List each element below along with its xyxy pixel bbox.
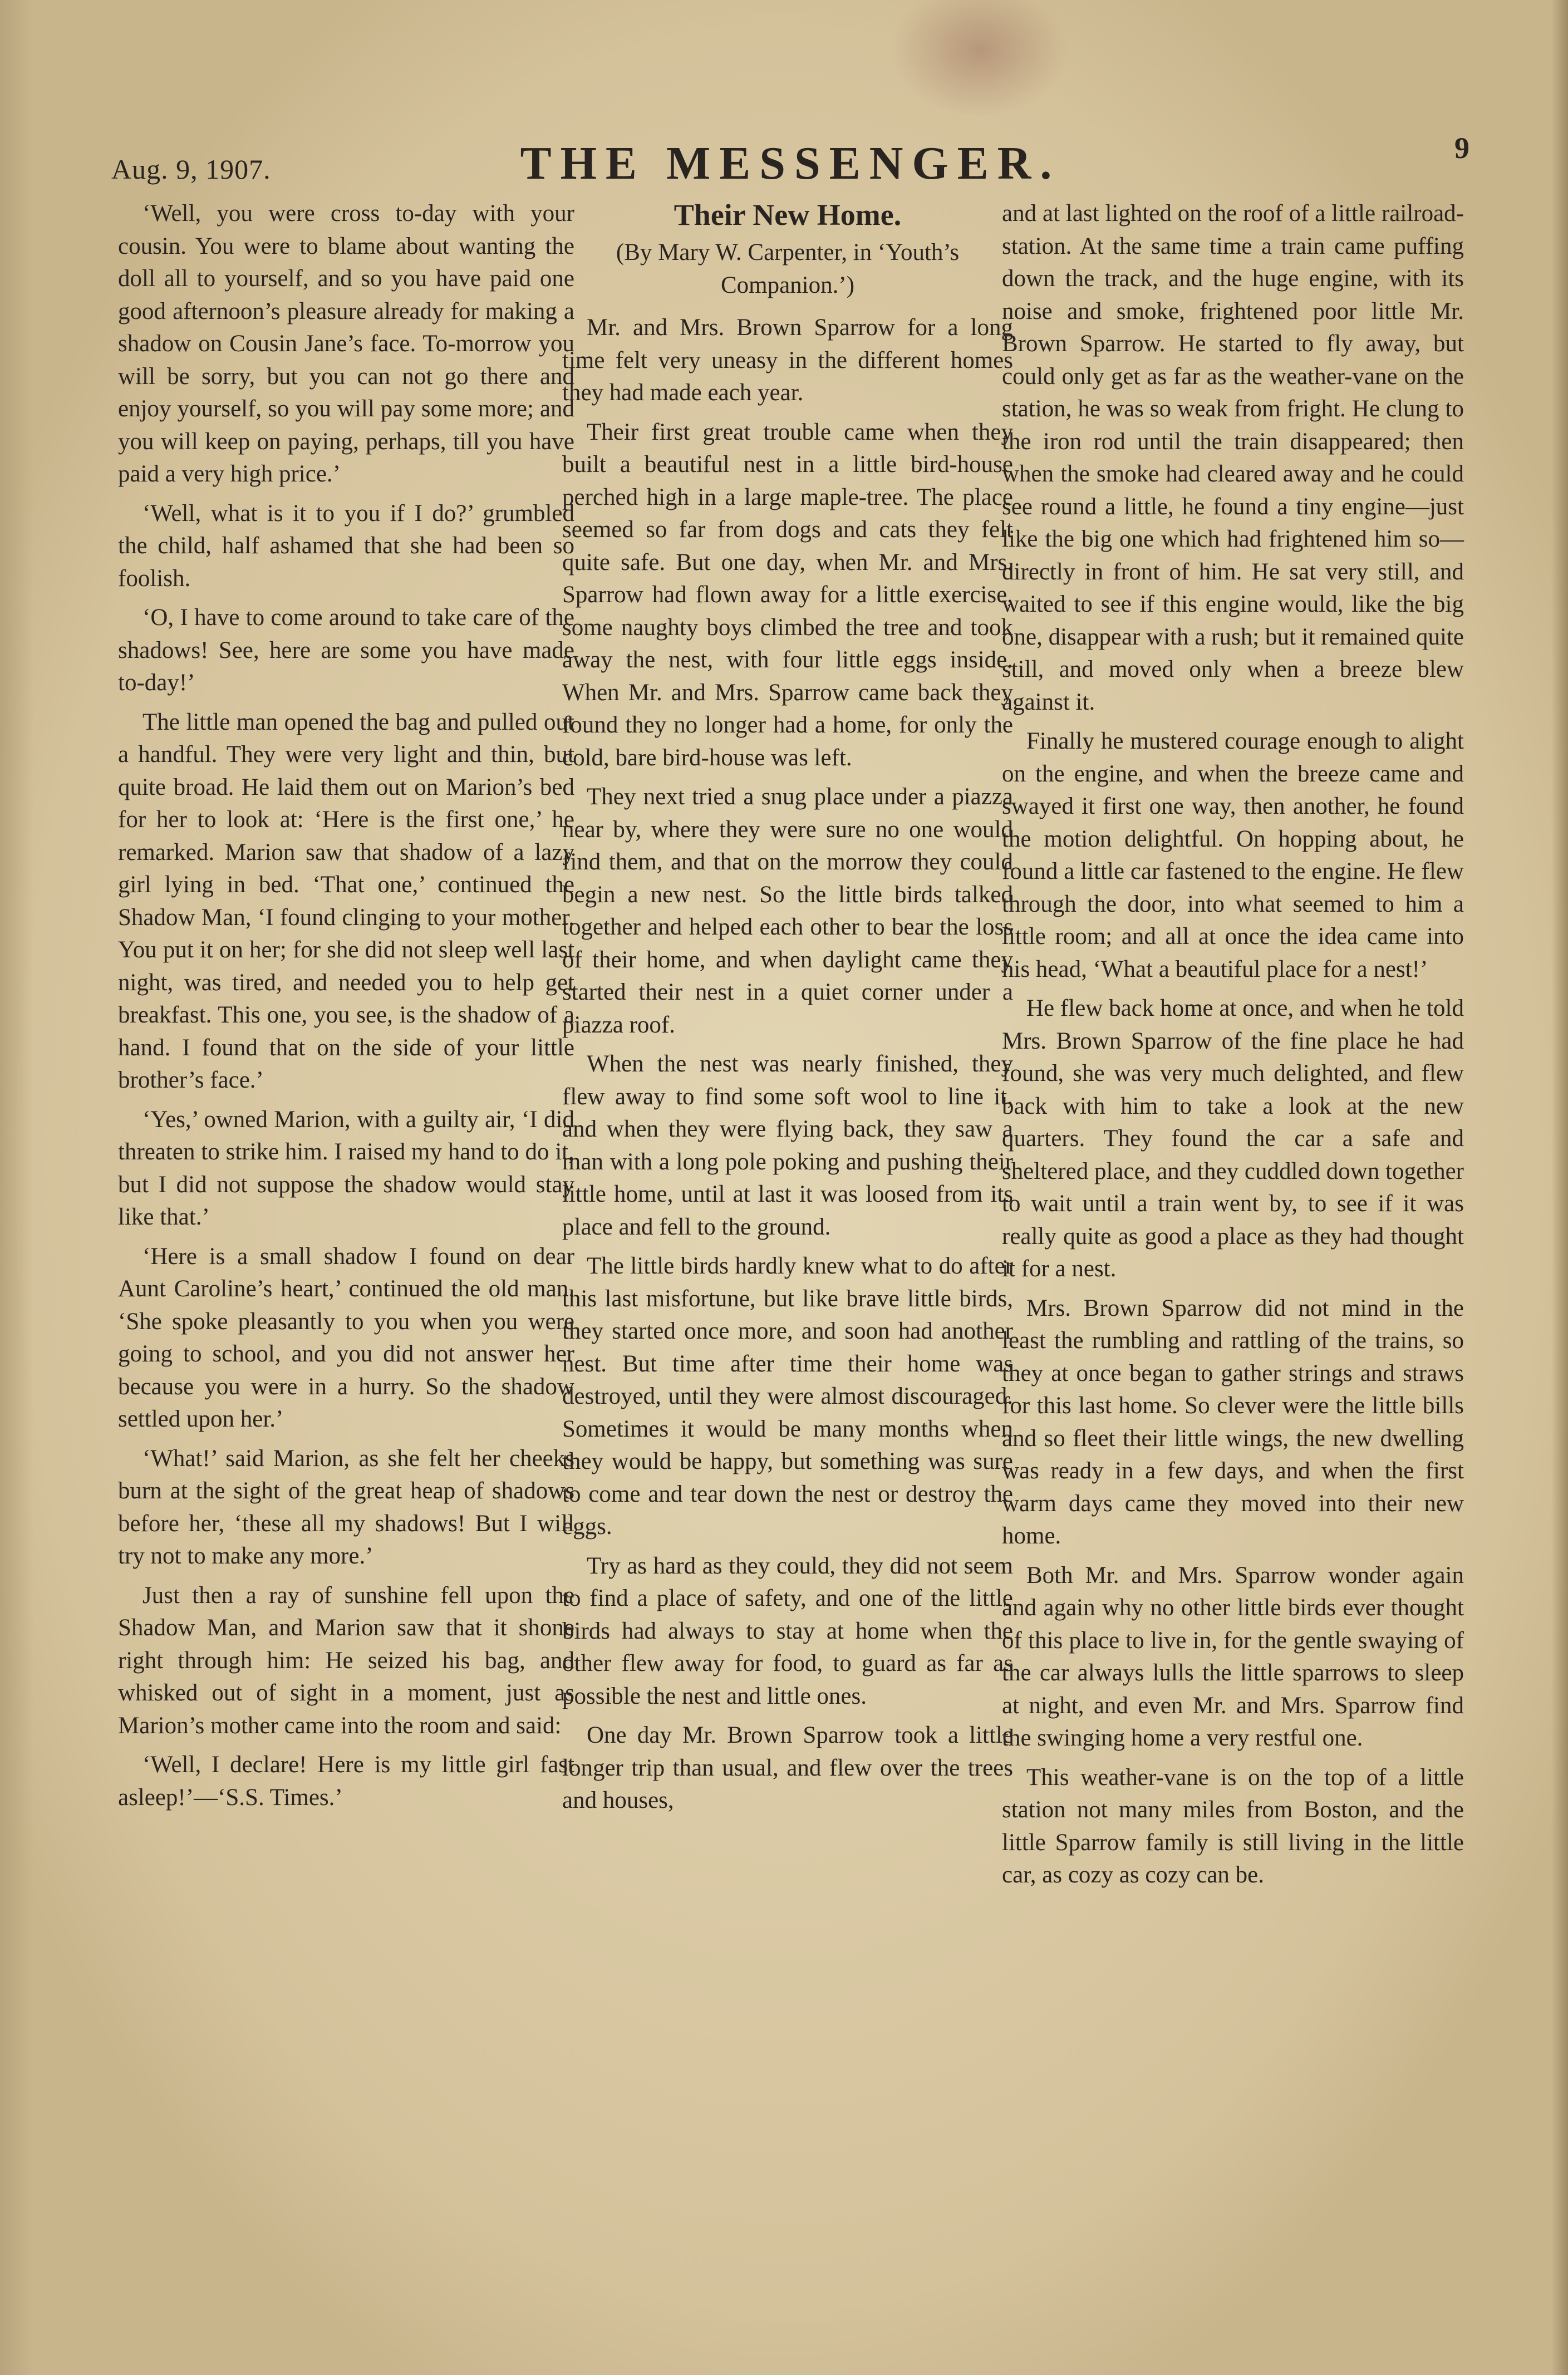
paragraph: One day Mr. Brown Sparrow took a little longer trip than usual, and flew over the trees and houses, <box>562 1722 1013 1813</box>
paragraph: Finally he mustered courage enough to alight on the engine, and when the breeze came and swayed it first one way, then another, he found the motion delightful. On hopping about, he found a little car fastened to the engine. He flew through the door, into what seemed to him a little room; and all at once the idea came into his head, ‘What a beautiful place for a nest!’ <box>1002 728 1464 982</box>
page-header <box>111 131 1469 192</box>
paragraph: Their first great trouble came when they built a beautiful nest in a little bird-house perched high in a large maple-tree. The place seemed so far from dogs and cats they felt quite safe. But one day, when Mr. and Mrs. Sparrow had flown away for a little exercise, some naughty boys climbed the tree and took away the nest, with four little eggs inside. When Mr. and Mrs. Sparrow came back they found they no longer had a home, for only the cold, bare bird-house was left. <box>562 419 1013 771</box>
paragraph: ‘Well, I declare! Here is my little girl fast asleep!’—‘S.S. Times.’ <box>118 1752 574 1811</box>
paragraph: Try as hard as they could, they did not seem to find a place of safety, and one of the little birds had always to stay at home when the other flew away for food, to guard as far as possible the nest and little ones. <box>562 1552 1013 1709</box>
article-byline: (By Mary W. Carpenter, in ‘Youth’s Companion.’) <box>616 239 960 298</box>
paragraph: Mrs. Brown Sparrow did not mind in the least the rumbling and rattling of the trains, so they at once began to gather strings and straws for this last home. So clever were the little bills and so fleet their little wings, the new dwelling was ready in a few days, and when the first warm days came they moved into their new home. <box>1002 1295 1464 1549</box>
page-number: 9 <box>1454 131 1469 165</box>
paragraph: This weather-vane is on the top of a little station not many miles from Boston, and the little Sparrow family is still living in the little car, as cozy as cozy can be. <box>1002 1764 1464 1888</box>
paragraph: ‘Here is a small shadow I found on dear Aunt Caroline’s heart,’ continued the old man. ‘She spoke pleasantly to you when you were going to school, and you did not answer her because you were in a hurry. So the shadow settled upon her.’ <box>118 1243 574 1432</box>
masthead-title: THE MESSENGER. <box>520 137 1061 189</box>
paragraph: They next tried a snug place under a piazza near by, where they were sure no one would find them, and that on the morrow they could begin a new nest. So the little birds talked together and helped each other to bear the loss of their home, and when daylight came they started their nest in a quiet corner under a piazza roof. <box>562 784 1013 1038</box>
column-2 <box>562 198 1013 1824</box>
page-edge-shadow-left <box>0 0 33 2375</box>
paragraph: ‘O, I have to come around to take care of the shadows! See, here are some you have made to-day!’ <box>118 604 574 696</box>
paragraph: The little man opened the bag and pulled out a handful. They were very light and thin, but quite broad. He laid them out on Marion’s bed for her to look at: ‘Here is the first one,’ he remarked. Marion saw that shadow of a lazy girl lying in bed. ‘That one,’ continued the Shadow Man, ‘I found clinging to your mother. You put it on her; for she did not sleep well last night, was tired, and needed you to help get breakfast. This one, you see, is the shadow of a hand. I found that on the side of your little brother’s face.’ <box>118 709 574 1093</box>
paragraph: ‘Yes,’ owned Marion, with a guilty air, ‘I did threaten to strike him. I raised my hand to do it, but I did not suppose the shadow would stay like that.’ <box>118 1106 574 1230</box>
paragraph: When the nest was nearly finished, they flew away to find some soft wool to line it, and when they were flying back, they saw a man with a long pole poking and pushing their little home, until at last it was loosed from its place and fell to the ground. <box>562 1051 1013 1240</box>
paragraph: The little birds hardly knew what to do after this last misfortune, but like brave little birds, they started once more, and soon had another nest. But time after time their home was destroyed, until they were almost discouraged. Sometimes it would be many months when they would be happy, but something was sure to come and tear down the nest or destroy the eggs. <box>562 1253 1013 1540</box>
column-1 <box>118 198 574 1821</box>
column-3 <box>1002 198 1464 1899</box>
paragraph: Mr. and Mrs. Brown Sparrow for a long time felt very uneasy in the different homes they had made each year. <box>562 314 1013 406</box>
paragraph: ‘Well, what is it to you if I do?’ grumbled the child, half ashamed that she had been so foolish. <box>118 500 574 592</box>
paragraph: ‘Well, you were cross to-day with your cousin. You were to blame about wanting the doll all to yourself, and so you have paid one good afternoon’s pleasure already for making a shadow on Cousin Jane’s face. To-morrow you will be sorry, but you can not go there and enjoy yourself, so you will pay some more; and you will keep on paying, perhaps, till you have paid a very high price.’ <box>118 200 574 487</box>
article-title: Their New Home. <box>674 198 902 232</box>
issue-date: Aug. 9, 1907. <box>111 154 271 185</box>
paragraph: ‘What!’ said Marion, as she felt her cheeks burn at the sight of the great heap of shadows before her, ‘these all my shadows! But I will try not to make any more.’ <box>118 1445 574 1569</box>
page-edge-shadow-right <box>1551 0 1568 2375</box>
paragraph: Both Mr. and Mrs. Sparrow wonder again and again why no other little birds ever thought of this place to live in, for the gentle swaying of the car always lulls the little sparrows to sleep at night, and even Mr. and Mrs. Sparrow find the swinging home a very restful one. <box>1002 1562 1464 1751</box>
paragraph: Just then a ray of sunshine fell upon the Shadow Man, and Marion saw that it shone right through him: He seized his bag, and whisked out of sight in a moment, just as Marion’s mother came into the room and said: <box>118 1582 574 1739</box>
paragraph: and at last lighted on the roof of a little railroad-station. At the same time a train came puffing down the track, and the huge engine, with its noise and smoke, frightened poor little Mr. Brown Sparrow. He started to fly away, but could only get as far as the weather-vane on the station, he was so weak from fright. He clung to the iron rod until the train disappeared; then when the smoke had cleared away and he could see round a little, he found a tiny engine—just like the big one which had frightened him so—directly in front of him. He sat very still, and waited to see if this engine would, like the big one, disappear with a rush; but it remained quite still, and moved only when a breeze blew against it. <box>1002 200 1464 715</box>
paragraph: He flew back home at once, and when he told Mrs. Brown Sparrow of the fine place he had found, she was very much delighted, and flew back with him to take a look at the new quarters. They found the car a safe and sheltered place, and they cuddled down together to wait until a train went by, to see if it was really quite as good a place as they had thought it for a nest. <box>1002 995 1464 1282</box>
